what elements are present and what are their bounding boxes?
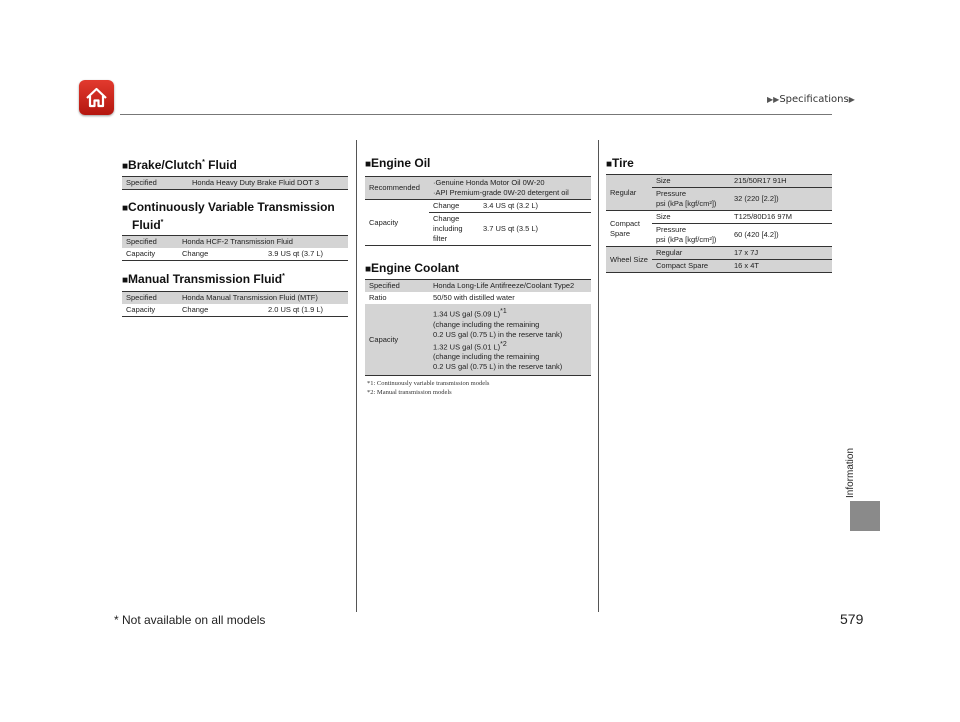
sublabel-line: psi (kPa [kgf/cm²]) — [656, 235, 717, 244]
row-value: 17 x 7J — [730, 247, 832, 260]
row-label: Capacity — [365, 304, 429, 376]
capacity-line: 1.32 US gal (5.01 L)*2 — [433, 340, 507, 351]
tire-section — [606, 156, 832, 273]
section-title: ■Tire — [606, 156, 634, 170]
row-value: 3.9 US qt (3.7 L) — [264, 248, 348, 261]
column-divider — [598, 140, 599, 612]
row-label: Specified — [122, 292, 178, 305]
breadcrumb-label: Specifications — [779, 94, 849, 105]
row-sublabel: Change — [178, 304, 264, 317]
row-label: Recommended — [365, 177, 429, 200]
row-label: Regular — [606, 175, 652, 211]
cvt-fluid-table — [122, 235, 348, 261]
row-value — [429, 177, 591, 200]
row-value: Honda Manual Transmission Fluid (MTF) — [178, 292, 348, 305]
label-line: Compact — [610, 218, 641, 228]
row-label: Wheel Size — [606, 247, 652, 273]
row-value: 3.7 US qt (3.5 L) — [479, 213, 591, 246]
row-label: Capacity — [122, 304, 178, 317]
footnote: *2: Manual transmission models — [367, 389, 452, 396]
column-divider — [356, 140, 357, 612]
row-sublabel: Size — [652, 175, 730, 188]
row-value — [429, 304, 591, 376]
sublabel-line: filter — [433, 234, 448, 243]
row-label: Specified — [122, 236, 178, 249]
row-value: T125/80D16 97M — [730, 211, 832, 224]
row-label: Specified — [122, 177, 188, 190]
row-label: Capacity — [122, 248, 178, 261]
section-title: ■Brake/Clutch* Fluid — [122, 158, 237, 172]
side-tab-text: Information — [845, 447, 856, 498]
sublabel-line: Change — [433, 214, 460, 223]
section-title: ■Engine Oil — [365, 156, 431, 170]
engine-coolant-table — [365, 279, 591, 376]
side-tab-marker[interactable] — [850, 501, 880, 531]
oil-recommendation: ·API Premium-grade 0W-20 detergent oil — [433, 188, 569, 197]
row-label: Capacity — [365, 200, 429, 246]
breadcrumb[interactable] — [767, 94, 855, 105]
sublabel-line: Pressure — [656, 225, 687, 234]
sublabel-line: Pressure — [656, 189, 687, 198]
sublabel-line: including — [433, 224, 463, 233]
header-divider — [120, 114, 832, 115]
row-value: 32 (220 [2.2]) — [730, 188, 832, 211]
breadcrumb-arrow-icon: ▶▶ — [767, 95, 780, 104]
capacity-line: (change including the remaining — [433, 352, 540, 361]
row-sublabel: Compact Spare — [652, 260, 730, 273]
cvt-fluid-section — [122, 200, 348, 261]
engine-coolant-section — [365, 261, 591, 397]
capacity-line: 0.2 US gal (0.75 L) in the reserve tank) — [433, 362, 563, 371]
row-sublabel: Change — [178, 248, 264, 261]
capacity-line: 0.2 US gal (0.75 L) in the reserve tank) — [433, 329, 563, 339]
row-sublabel — [429, 213, 479, 246]
row-value: 2.0 US qt (1.9 L) — [264, 304, 348, 317]
row-label: Ratio — [369, 293, 387, 302]
footnotes — [365, 379, 591, 397]
row-label — [606, 211, 652, 247]
section-title: ■Continuously Variable Transmission — [122, 200, 335, 214]
section-title: ■Engine Coolant — [365, 261, 460, 275]
row-sublabel — [652, 188, 730, 211]
engine-oil-table — [365, 176, 591, 246]
footer-note: * Not available on all models — [114, 613, 266, 627]
brake-fluid-table — [122, 176, 348, 190]
home-button[interactable] — [79, 80, 114, 115]
section-title: ■Manual Transmission Fluid* — [122, 272, 285, 286]
row-value: 50/50 with distilled water — [433, 293, 515, 302]
row-value: Honda HCF-2 Transmission Fluid — [178, 236, 348, 249]
row-label: Specified — [365, 280, 429, 293]
home-icon — [84, 85, 109, 110]
capacity-line: (change including the remaining — [433, 319, 540, 329]
tire-table — [606, 174, 832, 273]
row-value: Honda Heavy Duty Brake Fluid DOT 3 — [188, 177, 348, 190]
label-line: Spare — [610, 228, 631, 238]
row-sublabel: Size — [652, 211, 730, 224]
sublabel-line: psi (kPa [kgf/cm²]) — [656, 199, 717, 208]
mtf-section — [122, 270, 348, 317]
row-sublabel: Regular — [652, 247, 730, 260]
oil-recommendation: ·Genuine Honda Motor Oil 0W-20 — [433, 178, 545, 187]
brake-fluid-section — [122, 156, 348, 190]
row-value: 60 (420 [4.2]) — [730, 224, 832, 247]
page-number: 579 — [840, 611, 864, 627]
side-tab-label — [845, 440, 861, 500]
row-value: 3.4 US qt (3.2 L) — [479, 200, 591, 213]
footnote: *1: Continuously variable transmission models — [367, 380, 490, 387]
row-sublabel — [652, 224, 730, 247]
engine-oil-section — [365, 156, 591, 246]
breadcrumb-arrow-icon: ▶ — [848, 95, 855, 104]
capacity-line: 1.34 US gal (5.09 L)*1 — [433, 308, 507, 319]
row-value: 16 x 4T — [730, 260, 832, 273]
row-value: 215/50R17 91H — [730, 175, 832, 188]
mtf-table — [122, 291, 348, 317]
row-value: Honda Long-Life Antifreeze/Coolant Type2 — [429, 280, 591, 293]
section-title-line2: Fluid* — [132, 218, 164, 232]
row-sublabel: Change — [429, 200, 479, 213]
